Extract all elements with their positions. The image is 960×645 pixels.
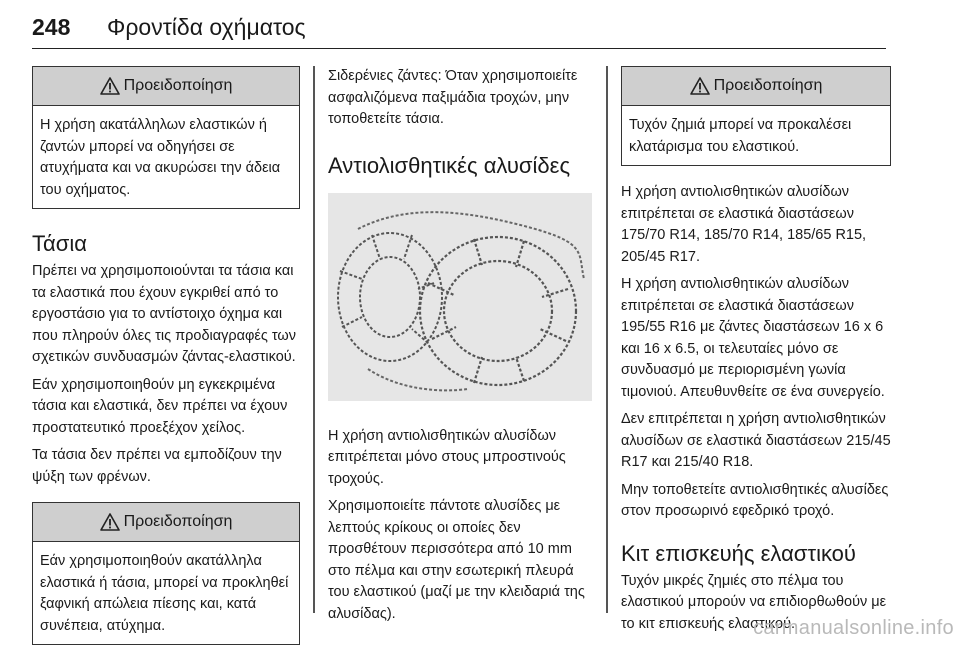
paragraph: Η χρήση αντιολισθητικών αλυσίδων επιτρέπεται σε ελαστικά διαστάσεων 195/55 R16 με ζάντες διαστάσεων 16 x 6 και 16 x 6.5, οι τελευταίες μόνο σε συνδυασμό με περιορισμένη γωνία τιμονιού. Απευθυνθείτε σε ένα συνεργείο. <box>621 276 885 400</box>
column-middle <box>328 66 598 625</box>
warning-icon <box>100 77 120 95</box>
snow-chain-illustration <box>328 193 592 401</box>
warning-box <box>32 502 300 645</box>
warning-icon <box>690 77 710 95</box>
warning-header <box>622 67 890 106</box>
warning-header <box>33 67 299 106</box>
column-divider <box>606 66 608 613</box>
page-header <box>32 8 886 49</box>
watermark: carmanualsonline.info <box>753 617 954 639</box>
paragraph: Η χρήση αντιολισθητικών αλυσίδων επιτρέπεται μόνο στους μπροστινούς τροχούς. <box>328 427 566 487</box>
warning-icon <box>100 513 120 531</box>
warning-text: Η χρήση ακατάλληλων ελαστικών ή ζαντών μπορεί να οδηγήσει σε ατυχήματα και να ακυρώσει την άδεια του οχήματος. <box>40 117 281 198</box>
column-right <box>621 66 891 635</box>
paragraph: Πρέπει να χρησιμοποιούνται τα τάσια και τα ελαστικά που έχουν εγκριθεί από το εργοστάσιο για το αντίστοιχο όχημα και που πληρούν όλες τις προδιαγραφές των σχετικών συνδυασμών ζάντας-ελαστικού. <box>32 263 296 365</box>
paragraph: Τυχόν μικρές ζημιές στο πέλμα του ελαστικού μπορούν να επιδιορθωθούν με το κιτ επισκευής ελαστικού. <box>621 572 887 632</box>
column-left <box>32 66 300 645</box>
section-heading-snow-chains: Αντιολισθητικές αλυσίδες <box>328 152 571 178</box>
paragraph: Σιδερένιες ζάντες: Όταν χρησιμοποιείτε ασφαλιζόμενα παξιμάδια τροχών, μην τοποθετείτε τάσια. <box>328 68 578 127</box>
warning-box <box>621 66 891 166</box>
paragraph: Εάν χρησιμοποιηθούν μη εγκεκριμένα τάσια και ελαστικά, δεν πρέπει να έχουν προστατευτικό προεξέχον χείλος. <box>32 376 288 436</box>
paragraph: Μην τοποθετείτε αντιολισθητικές αλυσίδες στον προσωρινό εφεδρικό τροχό. <box>621 481 889 519</box>
paragraph: Τα τάσια δεν πρέπει να εμποδίζουν την ψύξη των φρένων. <box>32 447 282 485</box>
page-number: 248 <box>32 14 71 40</box>
warning-header <box>33 503 299 542</box>
warning-text: Τυχόν ζημιά μπορεί να προκαλέσει κλατάρισμα του ελαστικού. <box>629 117 852 155</box>
page-title: Φροντίδα οχήματος <box>107 14 306 40</box>
column-divider <box>313 66 315 613</box>
warning-title: Προειδοποίηση <box>713 77 823 94</box>
paragraph: Δεν επιτρέπεται η χρήση αντιολισθητικών αλυσίδων σε ελαστικά διαστάσεων 215/45 R17 και 215/40 R18. <box>621 411 891 470</box>
section-heading-repair-kit: Κιτ επισκευής ελαστικού <box>621 540 856 566</box>
warning-title: Προειδοποίηση <box>123 77 233 94</box>
warning-box <box>32 66 300 209</box>
paragraph: Χρησιμοποιείτε πάντοτε αλυσίδες με λεπτούς κρίκους οι οποίες δεν προσθέτουν περισσότερα από 10 mm στο πέλμα και στην εσωτερική πλευρά του ελαστικού (μαζί με την κλειδαριά της αλυσίδας). <box>328 498 585 622</box>
warning-title: Προειδοποίηση <box>123 513 233 530</box>
paragraph: Η χρήση αντιολισθητικών αλυσίδων επιτρέπεται σε ελαστικά διαστάσεων 175/70 R14, 185/70 R14, 185/65 R15, 205/45 R17. <box>621 184 867 265</box>
section-heading-hubcaps: Τάσια <box>32 231 87 256</box>
warning-text: Εάν χρησιμοποιηθούν ακατάλληλα ελαστικά ή τάσια, μπορεί να προκληθεί ξαφνική απώλεια πίεσης και, κατά συνέπεια, ατύχημα. <box>40 553 289 634</box>
